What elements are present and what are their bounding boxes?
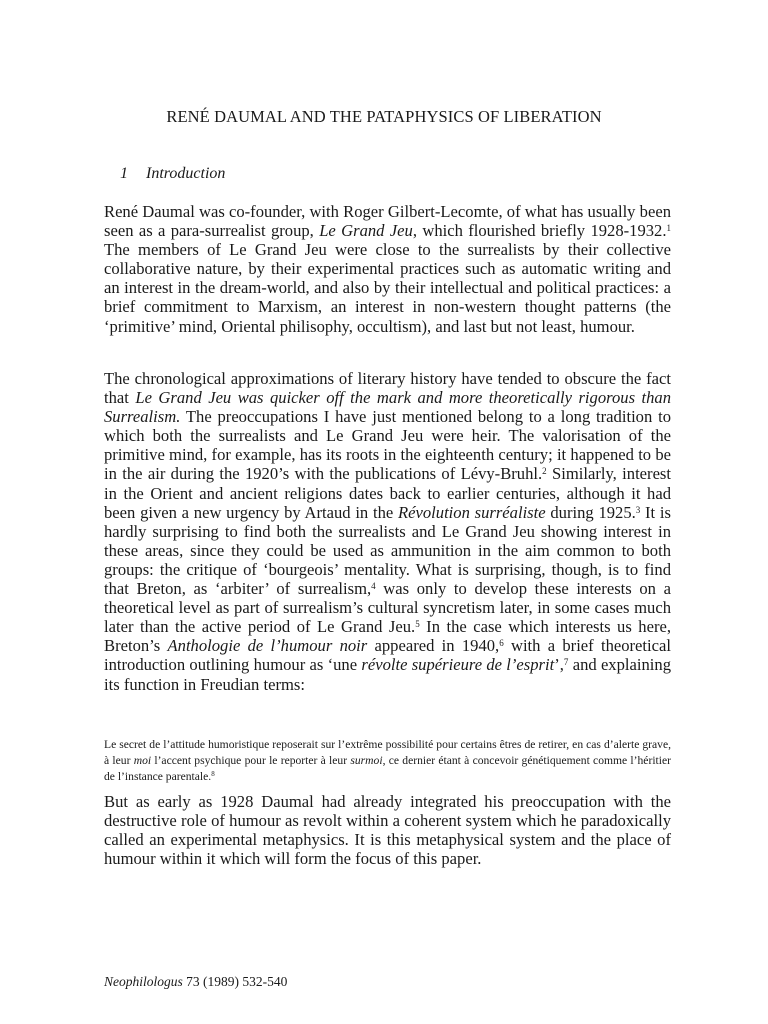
text-run: appeared in 1940, (367, 636, 500, 656)
footnote-marker: 3 (635, 504, 641, 515)
citation-details: 73 (1989) 532-540 (182, 974, 288, 989)
journal-name: Neophilologus (104, 974, 183, 989)
section-heading (120, 163, 225, 185)
text-run: l’accent psychique pour le reporter à leur (151, 754, 348, 767)
text-run: René Daumal was co-founder, with Roger Gilbert-Lecomte, of what has usually been seen as a para-surrealist group, (104, 202, 671, 241)
journal-citation (104, 973, 287, 991)
italic-word: surmoi (350, 754, 383, 767)
text-run: , which flourished briefly 1928-1932. (412, 221, 667, 241)
text-run: , ce dernier étant à concevoir génétiquement comme l’héritier de l’instance parentale. (104, 754, 671, 783)
section-label: Introduction (146, 165, 226, 182)
text-run: with a brief theoretical introduction outlining humour as ‘une (104, 636, 671, 675)
paragraph-1 (104, 202, 671, 336)
text-run: Le secret de l’attitude humoristique reposerait sur l’extrême possibilité pour certains êtres de retirer, en cas d’alerte grave, à leur (104, 738, 671, 767)
text-run: The chronological approximations of literary history have tended to obscure the fact that (104, 369, 671, 408)
text-run: Similarly, interest in the Orient and ancient religions dates back to earlier centuries, although it had been given a new urgency by Artaud in the (104, 464, 671, 522)
footnote-marker: 8 (211, 770, 215, 778)
text-run: ’, (554, 655, 564, 675)
italic-title: Révolution surréaliste (398, 502, 546, 522)
footnote-marker: 6 (499, 638, 504, 649)
footnote-marker: 2 (542, 466, 547, 477)
italic-title: Le Grand Jeu (319, 221, 413, 241)
paragraph-3: But as early as 1928 Daumal had already integrated his preoccupation with the destructive role of humour as revolt within a coherent system which he paradoxically called an experimental metaphysics. It is this metaphysical system and the place of humour within it which will form the focus of this paper. (104, 792, 671, 869)
text-run: In the case which interests us here, Breton’s (104, 617, 671, 656)
article-title: RENÉ DAUMAL AND THE PATAPHYSICS OF LIBERATION (166, 107, 602, 126)
footnote-marker: 5 (415, 619, 420, 630)
paragraph-2 (104, 369, 671, 694)
text-run: The preoccupations I have just mentioned belong to a long tradition to which both the surrealists and Le Grand Jeu were heir. The valorisation of the primitive mind, for example, has its roots in the eighteenth century; it happened to be in the air during the 1920’s with the publications of Lévy-Bruhl. (104, 407, 671, 484)
italic-word: moi (133, 754, 152, 767)
section-number: 1 (120, 165, 128, 182)
text-run: The members of Le Grand Jeu were close to the surrealists by their collective collaborative nature, by their experimental practices such as automatic writing and an interest in the dream-world, and also by their intellectual and political practices: a brief commitment to Marxism, an interest in non-western thought patterns (the ‘primitive’ mind, Oriental philisophy, occultism), and last but not least, humour. (104, 240, 671, 336)
footnote-marker: 4 (371, 581, 376, 592)
text-run: It is hardly surprising to find both the surrealists and Le Grand Jeu showing interest in these areas, since they could be used as ammunition in the aim common to both groups: the critique of ‘bourgeois’ mentality. What is surprising, though, is to find that Breton, as ‘arbiter’ of surrealism, (104, 502, 671, 599)
footnote-marker: 7 (563, 657, 569, 668)
text-run: during 1925. (545, 502, 636, 522)
text-run: was only to develop these interests on a theoretical level as part of surrealism’s cultural syncretism later, in some cases much later than the active period of Le Grand Jeu. (104, 579, 671, 637)
italic-title: Anthologie de l’humour noir (167, 636, 368, 656)
footnote-marker: 1 (666, 223, 671, 234)
italic-phrase: révolte supérieure de l’esprit (361, 655, 555, 675)
italic-phrase: Le Grand Jeu was quicker off the mark and more theoretically rigorous than Surrealism. (104, 388, 671, 427)
text-run: and explaining its function in Freudian terms: (104, 655, 671, 694)
block-quote (104, 737, 671, 785)
